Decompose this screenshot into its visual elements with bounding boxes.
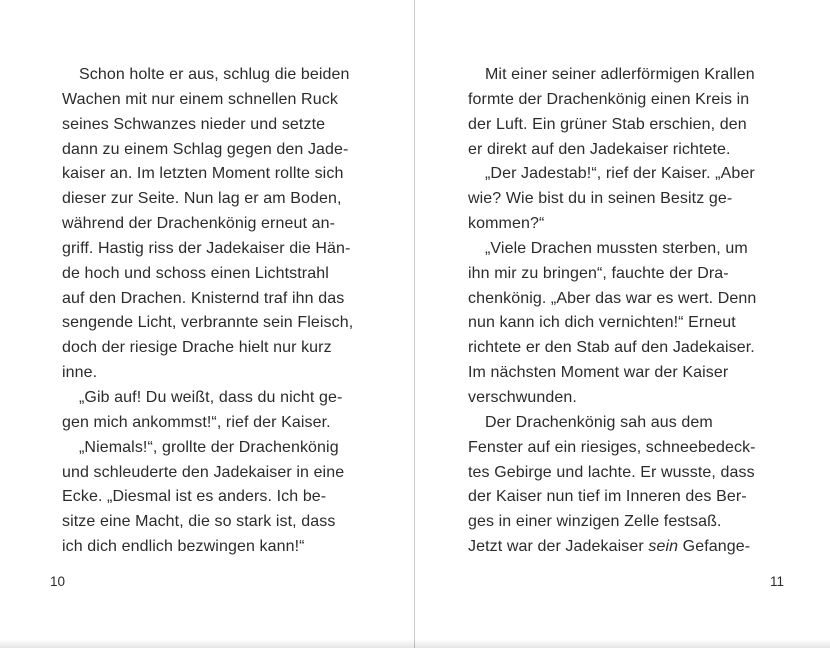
text-line: formte der Drachenkönig einen Kreis in <box>468 90 750 108</box>
text-segment: Gefange- <box>678 538 751 556</box>
text-line: kommen?“ <box>468 215 545 233</box>
text-line: ges in einer winzigen Zelle festsaß. <box>468 513 722 531</box>
text-line: Fenster auf ein riesiges, schneebedeck- <box>468 438 756 456</box>
text-line: Schon holte er aus, schlug die beiden <box>79 66 350 83</box>
text-line: er direkt auf den Jadekaiser richtete. <box>468 140 731 158</box>
text-line: der Kaiser nun tief im Inneren des Ber- <box>468 488 747 506</box>
text-line <box>468 535 780 560</box>
page-number-left: 10 <box>50 574 66 589</box>
page-left-text <box>62 63 368 560</box>
text-line: griff. Hastig riss der Jadekaiser die Hän- <box>62 239 351 257</box>
text-line: ich dich endlich bezwingen kann!“ <box>62 538 305 556</box>
text-line: „Viele Drachen mussten sterben, um <box>485 239 748 257</box>
text-line: Wachen mit nur einem schnellen Ruck <box>62 90 338 108</box>
page-right <box>415 0 830 648</box>
text-line: doch der riesige Drache hielt nur kurz <box>62 339 332 357</box>
text-line: Ecke. „Diesmal ist es anders. Ich be- <box>62 488 327 506</box>
text-line: ihn mir zu bringen“, fauchte der Dra- <box>468 264 729 282</box>
text-line: inne. <box>62 364 98 382</box>
text-line: Mit einer seiner adlerförmigen Krallen <box>485 66 755 83</box>
text-line: „Niemals!“, grollte der Drachenkönig <box>79 438 339 456</box>
text-line: „Der Jadestab!“, rief der Kaiser. „Aber <box>485 165 755 183</box>
text-line: Im nächsten Moment war der Kaiser <box>468 364 729 382</box>
text-line: während der Drachenkönig erneut an- <box>62 215 335 233</box>
text-line: de hoch und schoss einen Lichtstrahl <box>62 264 329 282</box>
text-line: nun kann ich dich vernichten!“ Erneut <box>468 314 736 332</box>
text-line: wie? Wie bist du in seinen Besitz ge- <box>468 190 733 208</box>
page-number-right: 11 <box>769 574 784 589</box>
text-segment: Jetzt war der Jadekaiser <box>468 538 649 556</box>
text-line: dieser zur Seite. Nun lag er am Boden, <box>62 190 342 208</box>
text-line: sengende Licht, verbrannte sein Fleisch, <box>62 314 354 332</box>
italic-text: sein <box>648 538 679 556</box>
text-line: gen mich ankommst!“, rief der Kaiser. <box>62 413 331 431</box>
page-right-text <box>468 63 780 560</box>
text-line: seines Schwanzes nieder und setzte <box>62 115 326 133</box>
text-line: richtete er den Stab auf den Jadekaiser. <box>468 339 755 357</box>
text-line: chenkönig. „Aber das war es wert. Denn <box>468 289 757 307</box>
text-line: kaiser an. Im letzten Moment rollte sich <box>62 165 344 183</box>
text-line: der Luft. Ein grüner Stab erschien, den <box>468 115 747 133</box>
text-line: „Gib auf! Du weißt, dass du nicht ge- <box>79 388 343 406</box>
text-line: tes Gebirge und lachte. Er wusste, dass <box>468 463 755 481</box>
text-line: auf den Drachen. Knisternd traf ihn das <box>62 289 345 307</box>
text-line: verschwunden. <box>468 388 577 406</box>
text-line: dann zu einem Schlag gegen den Jade- <box>62 140 349 158</box>
text-line: und schleuderte den Jadekaiser in eine <box>62 463 345 481</box>
text-line: sitze eine Macht, die so stark ist, dass <box>62 513 336 531</box>
text-line: Der Drachenkönig sah aus dem <box>485 413 713 431</box>
